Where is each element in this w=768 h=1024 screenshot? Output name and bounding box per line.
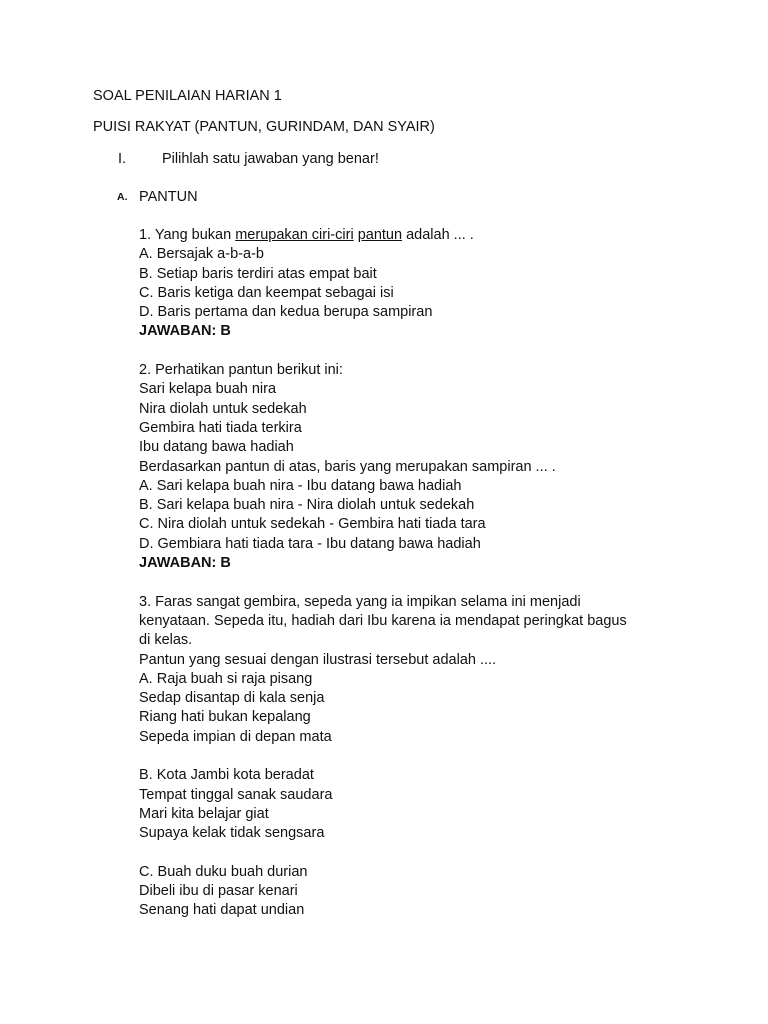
instruction (118, 150, 379, 169)
section-letter: A. (117, 191, 128, 203)
question-3-stem-line-3: di kelas. (139, 632, 193, 649)
section-heading (117, 188, 198, 207)
question-2-option-c: C. Nira diolah untuk sedekah - Gembira hati tiada tara (139, 516, 486, 533)
question-1-option-c: C. Baris ketiga dan keempat sebagai isi (139, 284, 394, 301)
question-3-option-a-line-1: A. Raja buah si raja pisang (139, 670, 313, 687)
question-2-option-a: A. Sari kelapa buah nira - Ibu datang bawa hadiah (139, 477, 462, 494)
spacer (139, 573, 679, 592)
question-3-option-b-line-2: Tempat tinggal sanak saudara (139, 786, 333, 803)
question-1-option-d: D. Baris pertama dan kedua berupa sampiran (139, 304, 433, 321)
questions-content (139, 226, 679, 921)
question-2-pantun-line-4: Ibu datang bawa hadiah (139, 439, 294, 456)
document-subtitle: PUISI RAKYAT (PANTUN, GURINDAM, DAN SYAIR) (93, 119, 435, 135)
question-3-prompt: Pantun yang sesuai dengan ilustrasi tersebut adalah .... (139, 651, 497, 668)
instruction-text: Pilihlah satu jawaban yang benar! (162, 151, 379, 167)
section-title: PANTUN (139, 189, 198, 205)
spacer (139, 342, 679, 361)
question-3-option-a (139, 670, 679, 747)
spacer (139, 747, 679, 766)
question-1-answer: JAWABAN: B (139, 323, 231, 340)
question-3-option-c-line-2: Dibeli ibu di pasar kenari (139, 883, 298, 900)
question-2 (139, 361, 679, 573)
question-2-pantun-line-1: Sari kelapa buah nira (139, 381, 277, 398)
question-2-stem: 2. Perhatikan pantun berikut ini: (139, 362, 343, 379)
question-1-stem-underlined-2: pantun (357, 227, 403, 243)
question-3-stem-line-1: 3. Faras sangat gembira, sepeda yang ia impikan selama ini menjadi (139, 593, 581, 610)
question-3-option-b-line-3: Mari kita belajar giat (139, 805, 269, 822)
question-2-pantun-line-2: Nira diolah untuk sedekah (139, 400, 307, 417)
instruction-number: I. (118, 151, 127, 167)
question-1-option-a: A. Bersajak a-b-a-b (139, 246, 264, 263)
document-title: SOAL PENILAIAN HARIAN 1 (93, 88, 282, 104)
spacer (139, 844, 679, 863)
question-3-option-c-line-3: Senang hati dapat undian (139, 902, 305, 919)
question-3-option-a-line-3: Riang hati bukan kepalang (139, 709, 311, 726)
question-3 (139, 593, 679, 921)
question-3-option-c (139, 863, 679, 921)
question-1-option-b: B. Setiap baris terdiri atas empat bait (139, 265, 377, 282)
question-3-option-a-line-2: Sedap disantap di kala senja (139, 690, 325, 707)
question-1-stem-underlined-1: merupakan ciri-ciri (235, 227, 354, 243)
question-2-pantun-line-3: Gembira hati tiada terkira (139, 419, 302, 436)
question-3-option-c-line-1: C. Buah duku buah durian (139, 863, 308, 880)
question-3-option-b-line-1: B. Kota Jambi kota beradat (139, 767, 314, 784)
question-1 (139, 226, 679, 342)
question-2-prompt: Berdasarkan pantun di atas, baris yang merupakan sampiran ... . (139, 458, 556, 475)
question-2-option-d: D. Gembiara hati tiada tara - Ibu datang bawa hadiah (139, 535, 481, 552)
question-3-stem-line-2: kenyataan. Sepeda itu, hadiah dari Ibu karena ia mendapat peringkat bagus (139, 612, 627, 629)
question-3-option-a-line-4: Sepeda impian di depan mata (139, 728, 332, 745)
question-2-answer: JAWABAN: B (139, 555, 231, 572)
question-1-stem (139, 226, 679, 245)
question-3-option-b (139, 766, 679, 843)
question-2-option-b: B. Sari kelapa buah nira - Nira diolah untuk sedekah (139, 497, 475, 514)
question-3-option-b-line-4: Supaya kelak tidak sengsara (139, 825, 325, 842)
question-1-stem-prefix: 1. Yang bukan (139, 227, 236, 243)
question-1-stem-suffix: adalah ... . (402, 227, 474, 243)
